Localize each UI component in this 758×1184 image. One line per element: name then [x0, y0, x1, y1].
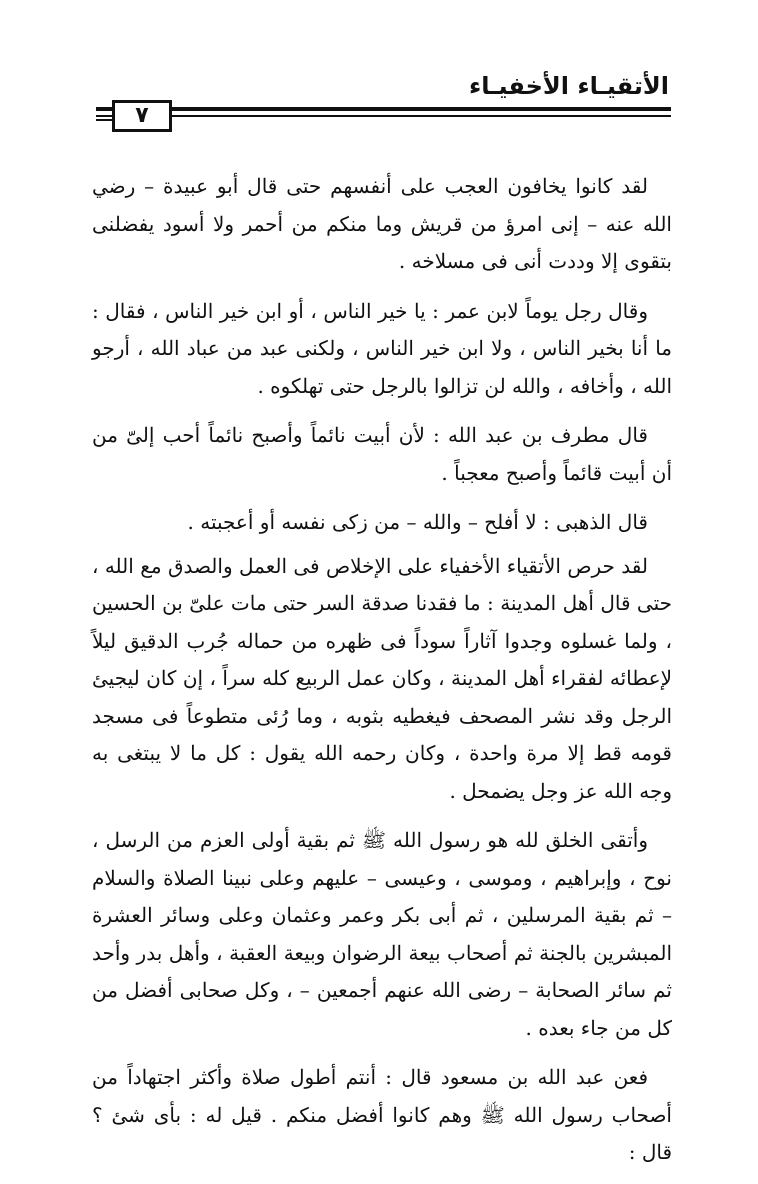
paragraph: لقد حرص الأتقياء الأخفياء على الإخلاص فى العمل والصدق مع الله ، حتى قال أهل المدينة : ما فقدنا صدقة السر حتى مات علىّ بن الحسين ، ولما غسلوه وجدوا آثاراً سوداً فى ظهره من حماله جُرب الدقيق ليلاً لإعطائه لفقراء أهل المدينة ، وكان عمل الربيع كله سراً ، إن كان ليجيئ الرجل وقد نشر المصحف فيغطيه بثوبه ، وما رُئى متطوعاً فى مسجد قومه قط إلا مرة واحدة ، وكان رحمه الله يقول : كل ما لا يبتغى به وجه الله عز وجل يضمحل . — [92, 553, 672, 803]
paragraph: قال الذهبى : لا أفلح – والله – من زكى نفسه أو أعجبته . — [187, 510, 648, 534]
header-rule-thick — [96, 107, 671, 111]
paragraph: وأتقى الخلق لله هو رسول الله ﷺ ثم بقية أولى العزم من الرسل ، نوح ، وإبراهيم ، وموسى ، وعيسى – عليهم وعلى نبينا الصلاة والسلام – ثم بقية المرسلين ، ثم أبى بكر وعمر وعثمان وعلى وسائر العشرة المبشرين بالجنة ثم أصحاب بيعة الرضوان وبيعة العقبة ، وأهل بدر وأحد ثم سائر الصحابة – رضى الله عنهم أجمعين – ، وكل صحابى أفضل من كل من جاء بعده . — [92, 828, 672, 1040]
paragraph: لقد كانوا يخافون العجب على أنفسهم حتى قال أبو عبيدة – رضي الله عنه – إنى امرؤ من قريش وما منكم من أحمر ولا أسود يفضلنى بتقوى إلا وددت أنى فى مسلاخه . — [92, 174, 672, 273]
paragraph: وقال رجل يوماً لابن عمر : يا خير الناس ، أو ابن خير الناس ، فقال : ما أنا بخير الناس ، ولا ابن خير الناس ، ولكنى عبد من عباد الله ، أرجو الله ، وأخافه ، والله لن تزالوا بالرجل حتى تهلكوه . — [92, 298, 672, 398]
page-number: ٧ — [112, 100, 172, 132]
running-title: الأتقيـاء الأخفيـاء — [469, 72, 669, 100]
body-text — [92, 168, 672, 1184]
page-header — [96, 62, 671, 142]
paragraph: قال مطرف بن عبد الله : لأن أبيت نائماً وأصبح نائماً أحب إلىّ من أن أبيت قائماً وأصبح معجباً . — [92, 423, 672, 485]
header-rule-thin — [96, 115, 671, 117]
paragraph: فعن عبد الله بن مسعود قال : أنتم أطول صلاة وأكثر اجتهاداً من أصحاب رسول الله ﷺ وهم كانوا أفضل منكم . قيل له : بأى شئ ؟ قال : — [92, 1065, 672, 1164]
